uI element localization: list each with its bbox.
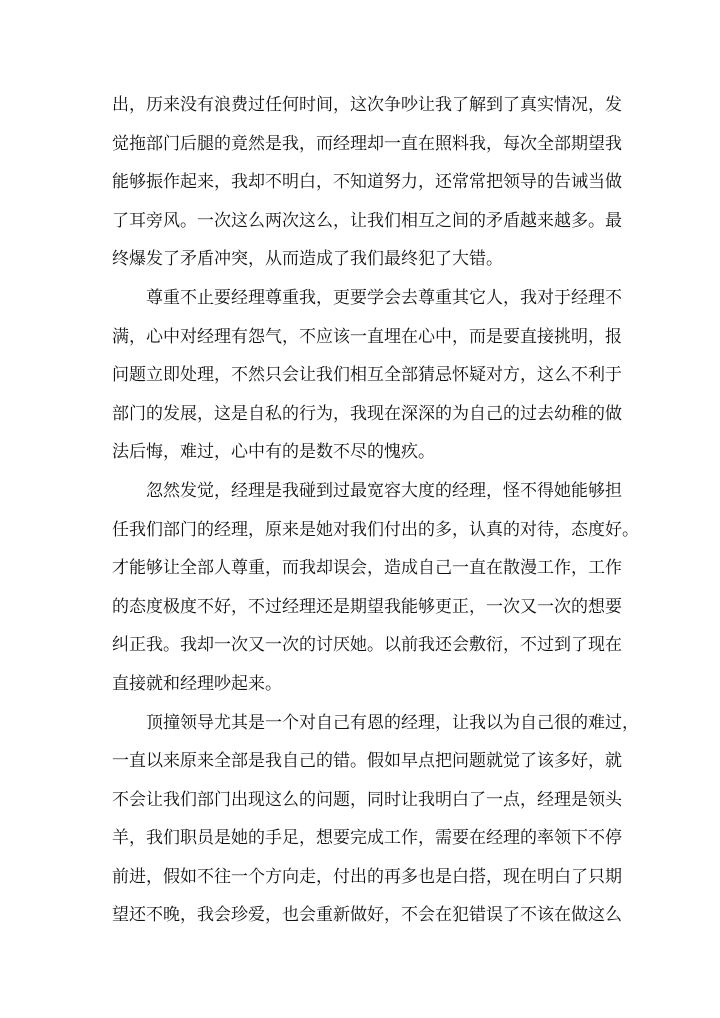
text-line: 前进，假如不往一个方向走，付出的再多也是白搭，现在明白了只期	[112, 866, 622, 887]
text-line: 了耳旁风。一次这么两次这么，让我们相互之间的矛盾越来越多。最	[112, 210, 622, 231]
text-line: 直接就和经理吵起来。	[112, 673, 282, 694]
paragraph-1	[112, 86, 622, 279]
paragraph-4	[112, 704, 639, 936]
text-line: 望还不晚，我会珍爱，也会重新做好，不会在犯错误了不该在做这么	[112, 905, 622, 926]
text-line: 出，历来没有浪费过任何时间，这次争吵让我了解到了真实情况，发	[112, 95, 622, 115]
text-line: 纠正我。我却一次又一次的讨厌她。以前我还会敷衍，不过到了现在	[112, 635, 622, 656]
text-line: 不会让我们部门出现这么的问题，同时让我明白了一点，经理是领头	[112, 789, 622, 810]
paragraph-2	[112, 279, 622, 472]
text-line: 部门的发展，这是自私的行为，我现在深深的为自己的过去幼稚的做	[112, 403, 622, 424]
text-line: 尊重不止要经理尊重我，更要学会去尊重其它人，我对于经理不	[146, 287, 622, 308]
text-line: 能够振作起来，我却不明白，不知道努力，还常常把领导的告诫当做	[112, 172, 622, 193]
text-line: 觉拖部门后腿的竟然是我，而经理却一直在照料我，每次全部期望我	[112, 133, 622, 154]
text-line: 羊，我们职员是她的手足，想要完成工作，需要在经理的率领下不停	[112, 828, 622, 849]
text-line: 忽然发觉，经理是我碰到过最宽容大度的经理，怪不得她能够担	[146, 480, 622, 501]
text-line: 一直以来原来全部是我自己的错。假如早点把问题就觉了该多好，就	[112, 751, 622, 772]
text-line: 法后悔，难过，心中有的是数不尽的愧疚。	[112, 442, 435, 463]
text-line: 满，心中对经理有怨气，不应该一直埋在心中，而是要直接挑明，报	[112, 326, 622, 347]
text-line: 才能够让全部人尊重，而我却误会，造成自己一直在散漫工作，工作	[112, 558, 622, 579]
paragraph-3	[112, 472, 639, 704]
text-line: 的态度极度不好，不过经理还是期望我能够更正，一次又一次的想要	[112, 596, 622, 617]
body-text	[112, 86, 639, 935]
text-line: 问题立即处理，不然只会让我们相互全部猜忌怀疑对方，这么不利于	[112, 365, 622, 386]
text-line: 终爆发了矛盾冲突，从而造成了我们最终犯了大错。	[112, 249, 503, 270]
text-line: 任我们部门的经理，原来是她对我们付出的多，认真的对待，态度好。	[112, 519, 639, 540]
text-line: 顶撞领导尤其是一个对自己有恩的经理，让我以为自己很的难过，	[146, 712, 639, 733]
